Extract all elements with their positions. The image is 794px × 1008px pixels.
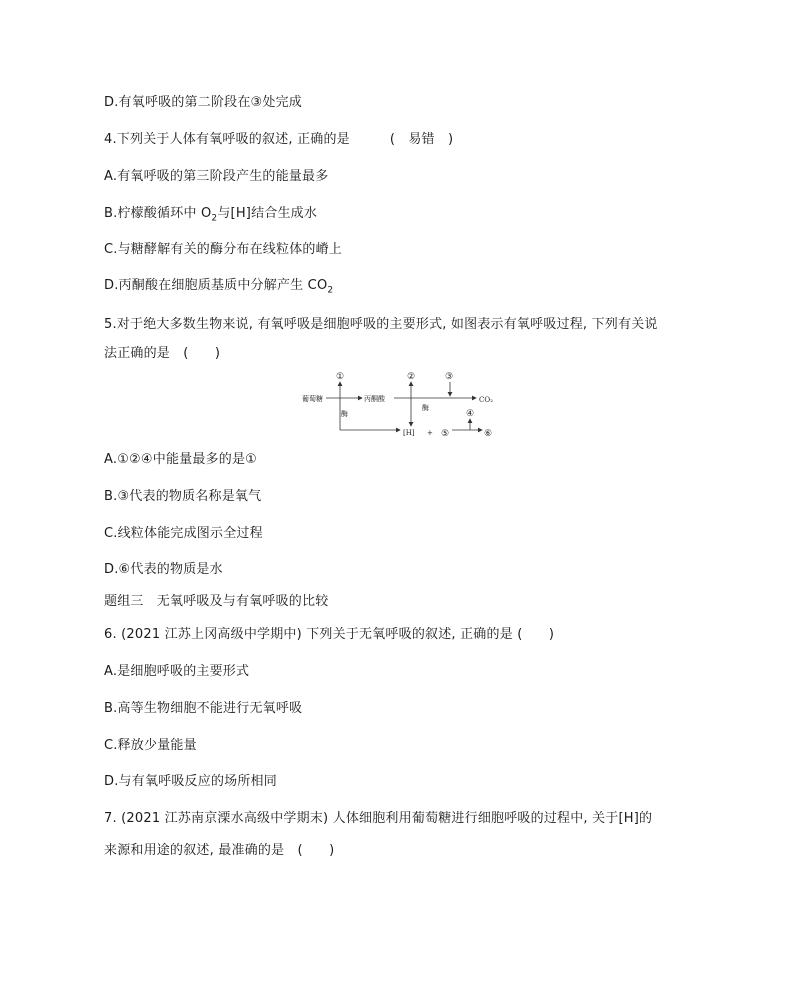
q7-stem-line2: 来源和用途的叙述, 最准确的是 ( ) (104, 843, 335, 858)
marker-5: ⑤ (441, 429, 450, 439)
q4-option-b-text: B.柠檬酸循环中 O (104, 206, 212, 221)
q6-option-a: A.是细胞呼吸的主要形式 (104, 664, 250, 679)
marker-6: ⑥ (484, 429, 493, 439)
enzyme-label-2: 酶 (422, 404, 429, 412)
q4-option-a: A.有氧呼吸的第三阶段产生的能量最多 (104, 169, 329, 184)
q6-option-b: B.高等生物细胞不能进行无氧呼吸 (104, 701, 303, 716)
q4-option-b (104, 205, 317, 228)
q4-option-c: C.与糖酵解有关的酶分布在线粒体的嵴上 (104, 242, 343, 257)
marker-3: ③ (445, 372, 454, 382)
q6-stem: 6. (2021 江苏上冈高级中学期中) 下列关于无氧呼吸的叙述, 正确的是 ( ) (104, 627, 555, 642)
q4-option-d (104, 277, 333, 300)
q4-option-d-text: D.丙酮酸在细胞质基质中分解产生 CO (104, 278, 328, 293)
q5-option-d: D.⑥代表的物质是水 (104, 562, 223, 577)
h-label: [H] (403, 429, 415, 437)
q6-option-c: C.释放少量能量 (104, 738, 197, 753)
subscript: 2 (327, 285, 334, 296)
group-title: 题组三 无氧呼吸及与有氧呼吸的比较 (104, 594, 329, 609)
marker-1: ① (336, 372, 345, 382)
glucose-label: 葡萄糖 (302, 395, 323, 403)
marker-4: ④ (466, 409, 475, 419)
marker-2: ② (407, 372, 416, 382)
enzyme-label-1: 酶 (341, 410, 348, 418)
q3-option-d: D.有氧呼吸的第二阶段在③处完成 (104, 95, 302, 110)
q4-tag: ( 易错 ) (389, 132, 454, 147)
q4-stem (104, 131, 453, 149)
plus-sign: + (427, 429, 433, 437)
respiration-diagram (296, 368, 506, 440)
q5-stem-line1: 5.对于绝大多数生物来说, 有氧呼吸是细胞呼吸的主要形式, 如图表示有氧呼吸过程, 下列有关说 (104, 317, 658, 332)
pyruvate-label: 丙酮酸 (364, 395, 385, 403)
subscript: 2 (211, 213, 218, 224)
q5-option-b: B.③代表的物质名称是氧气 (104, 489, 262, 504)
q4-stem-text: 4.下列关于人体有氧呼吸的叙述, 正确的是 (104, 132, 350, 147)
q5-option-a: A.①②④中能量最多的是① (104, 452, 258, 467)
q5-option-c: C.线粒体能完成图示全过程 (104, 526, 263, 541)
q4-option-b-text-2: 与[H]结合生成水 (217, 206, 318, 221)
q6-option-d: D.与有氧呼吸反应的场所相同 (104, 774, 277, 789)
q7-stem-line1: 7. (2021 江苏南京溧水高级中学期末) 人体细胞利用葡萄糖进行细胞呼吸的过程中, 关于[H]的 (104, 811, 653, 826)
q5-stem-line2: 法正确的是 ( ) (104, 346, 221, 361)
co2-label: CO₂ (479, 396, 493, 404)
